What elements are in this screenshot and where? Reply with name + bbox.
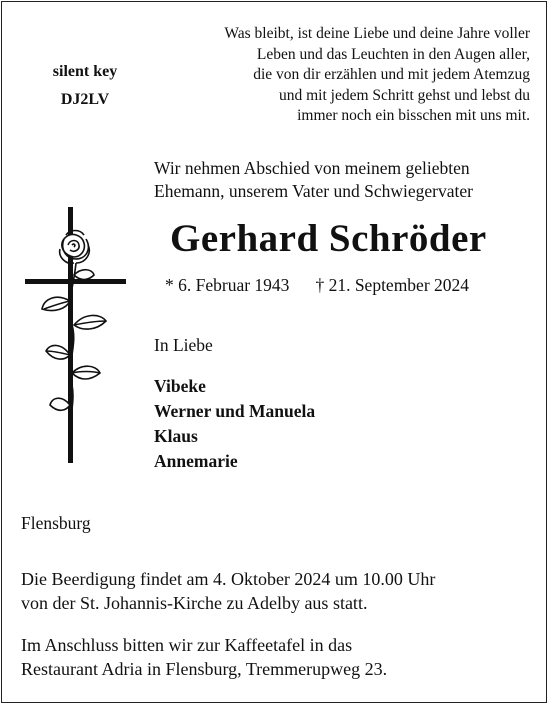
poem-line: Leben und das Leuchten in den Augen aller,	[256, 45, 530, 63]
farewell-intro	[154, 157, 473, 202]
cross-with-rose-icon	[22, 205, 132, 465]
callsign-code: DJ2LV	[60, 91, 110, 108]
reception-line: Restaurant Adria in Flensburg, Tremmerupweg 23.	[21, 659, 388, 679]
poem	[150, 24, 530, 127]
death-date: † 21. September 2024	[315, 275, 470, 295]
burial-line: Die Beerdigung findet am 4. Oktober 2024 um 10.00 Uhr	[21, 569, 436, 589]
callsign-block	[30, 58, 140, 114]
intro-line: Ehemann, unserem Vater und Schwiegervater	[154, 180, 473, 201]
reception-line: Im Anschluss bitten wir zur Kaffeetafel in das	[21, 635, 353, 655]
intro-line: Wir nehmen Abschied von meinem geliebten	[154, 158, 470, 178]
poem-line: immer noch ein bisschen mit uns mit.	[297, 107, 530, 124]
silent-key-label: silent key	[52, 63, 118, 80]
mourner-name: Vibeke	[154, 376, 206, 396]
in-love-label: In Liebe	[154, 335, 213, 355]
reception-notice	[21, 633, 387, 681]
burial-notice	[21, 567, 435, 615]
mourner-name: Werner und Manuela	[154, 401, 316, 421]
mourners-list	[154, 374, 315, 474]
life-dates	[165, 275, 469, 296]
burial-line: von der St. Johannis-Kirche zu Adelby aus statt.	[21, 593, 368, 613]
place: Flensburg	[21, 513, 91, 533]
mourner-name: Annemarie	[154, 451, 238, 471]
birth-date: * 6. Februar 1943	[165, 275, 290, 295]
poem-line: Was bleibt, ist deine Liebe und deine Jahre voller	[224, 25, 530, 42]
poem-line: und mit jedem Schritt gehst und lebst du	[279, 86, 530, 104]
poem-line: die von dir erzählen und mit jedem Atemzug	[253, 66, 530, 83]
deceased-name: Gerhard Schröder	[170, 217, 487, 260]
mourner-name: Klaus	[154, 426, 198, 446]
